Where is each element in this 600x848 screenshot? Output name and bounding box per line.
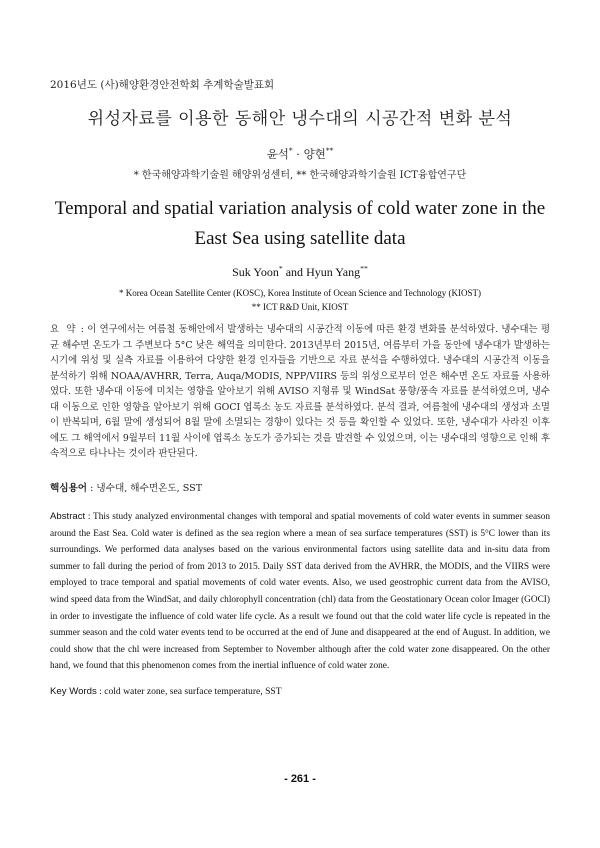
korean-affiliation: * 한국해양과학기술원 해양위성센터, ** 한국해양과학기술원 ICT융합연구단 — [133, 170, 467, 181]
english-abstract-text: : This study analyzed environmental changes with temporal and spatial movements of cold water events in summer season around the East Sea. Cold water is defined as the sea region where a mean of sea surface temperatures (SST) is 5°C lower than its surroundings. We performed data analyses based on the various environmental factors using satellite data and in-situ data from summer to fall during the period of from 2013 to 2015. Daily SST data derived from the AVHRR, the MODIS, and the VIIRS were employed to trace temporal and spatial movements of cold water events. Also, we used geostrophic current data from the AVISO, wind speed data from the WindSat, and daily chlorophyll concentration (chl) data from the Geostationary Ocean color Imager (GOCI) in order to investigate the influence of cold water life cycle. As a result we found out that the cold water life cycle is repeated in the summer season and the cold water events tend to be occurred at the end of June and disappeared at the end of August. In addition, we could show that the chl were increased from September to November although after the cold water zone disappeared. On the other hand, we found that this phenomenon comes from the inertial influence of cold water zone. — [50, 512, 550, 672]
korean-keywords-text: : 냉수대, 해수면온도, SST — [87, 483, 203, 494]
korean-abstract-text: : 이 연구에서는 여름철 동해안에서 발생하는 냉수대의 시공간적 이동에 따른 환경 변화를 분석하였다. 냉수대는 평균 해수면 온도가 그 주변보다 5°C 낮은 해역을 의미한다. 2013년부터 2015년, 여름부터 가을 동안에 냉수대가 발생하는 시기에 위성 및 실측 자료를 이용하여 다양한 환경 인자들을 기반으로 자료 분석을 수행하였다. 냉수대의 시공간적 이동을 분석하기 위해 NOAA/AVHRR, Terra, Auqa/MODIS, NPP/VIIRS 등의 위성으로부터 얻은 해수면 온도 자료를 사용하였다. 또한 냉수대 이동에 미치는 영향을 알아보기 위해 AVISO 지형류 및 WindSat 풍향/풍속 자료를 분석하였으며, 냉수대 이동으로 인한 영향을 알아보기 위해 GOCI 엽록소 농도 자료를 분석하였다. 분석 결과, 여름철에 냉수대의 생성과 소멸이 반복되며, 6월 말에 생성되어 8월 말에 소멸되는 경향이 있다는 것 등을 확인할 수 있었다. 또한, 냉수대가 사라진 이후에도 그 해역에서 9월부터 11월 사이에 엽록소 농도가 증가되는 것을 발견할 수 있었으며, 이는 냉수대의 영향으로 인해 후속적으로 타나나는 것이라 판단된다. — [50, 324, 550, 459]
korean-abstract — [50, 322, 550, 462]
english-affiliation-line-2: ** ICT R&D Unit, KIOST — [251, 302, 349, 312]
english-authors — [0, 265, 600, 280]
korean-author-2-mark: ** — [325, 146, 334, 156]
english-author-1-mark: * — [278, 264, 283, 273]
english-author-2: Hyun Yang — [306, 265, 361, 279]
korean-title: 위성자료를 이용한 동해안 냉수대의 시공간적 변화 분석 — [87, 109, 513, 129]
english-title: Temporal and spatial variation analysis of cold water zone in the East Sea using satellite data — [54, 198, 546, 249]
conference-header: 2016년도 (사)해양환경안전학회 추계학술발표회 — [50, 79, 275, 91]
korean-authors — [0, 146, 600, 162]
english-keywords — [50, 686, 282, 697]
english-author-1: Suk Yoon — [232, 265, 279, 279]
english-abstract-label: Abstract — [50, 511, 86, 522]
english-author-2-mark: ** — [360, 264, 368, 273]
english-keywords-text: : cold water zone, sea surface temperature, SST — [96, 686, 282, 697]
korean-abstract-label: 요 약 — [50, 324, 78, 335]
english-abstract — [50, 509, 550, 675]
korean-author-2: 양현 — [303, 147, 326, 161]
english-keywords-label: Key Words — [50, 686, 97, 697]
korean-keywords-label: 핵심용어 — [50, 483, 88, 494]
korean-author-1-mark: * — [288, 146, 293, 156]
korean-author-separator: · — [292, 147, 304, 161]
korean-keywords — [50, 480, 202, 494]
english-author-conj: and — [282, 265, 307, 279]
korean-author-1: 윤석 — [266, 147, 289, 161]
english-affiliation-line-1: * Korea Ocean Satellite Center (KOSC), Korea Institute of Ocean Science and Technology (KIOST) — [118, 288, 482, 298]
page-number: - 261 - — [284, 773, 316, 785]
english-affiliation — [0, 286, 600, 314]
